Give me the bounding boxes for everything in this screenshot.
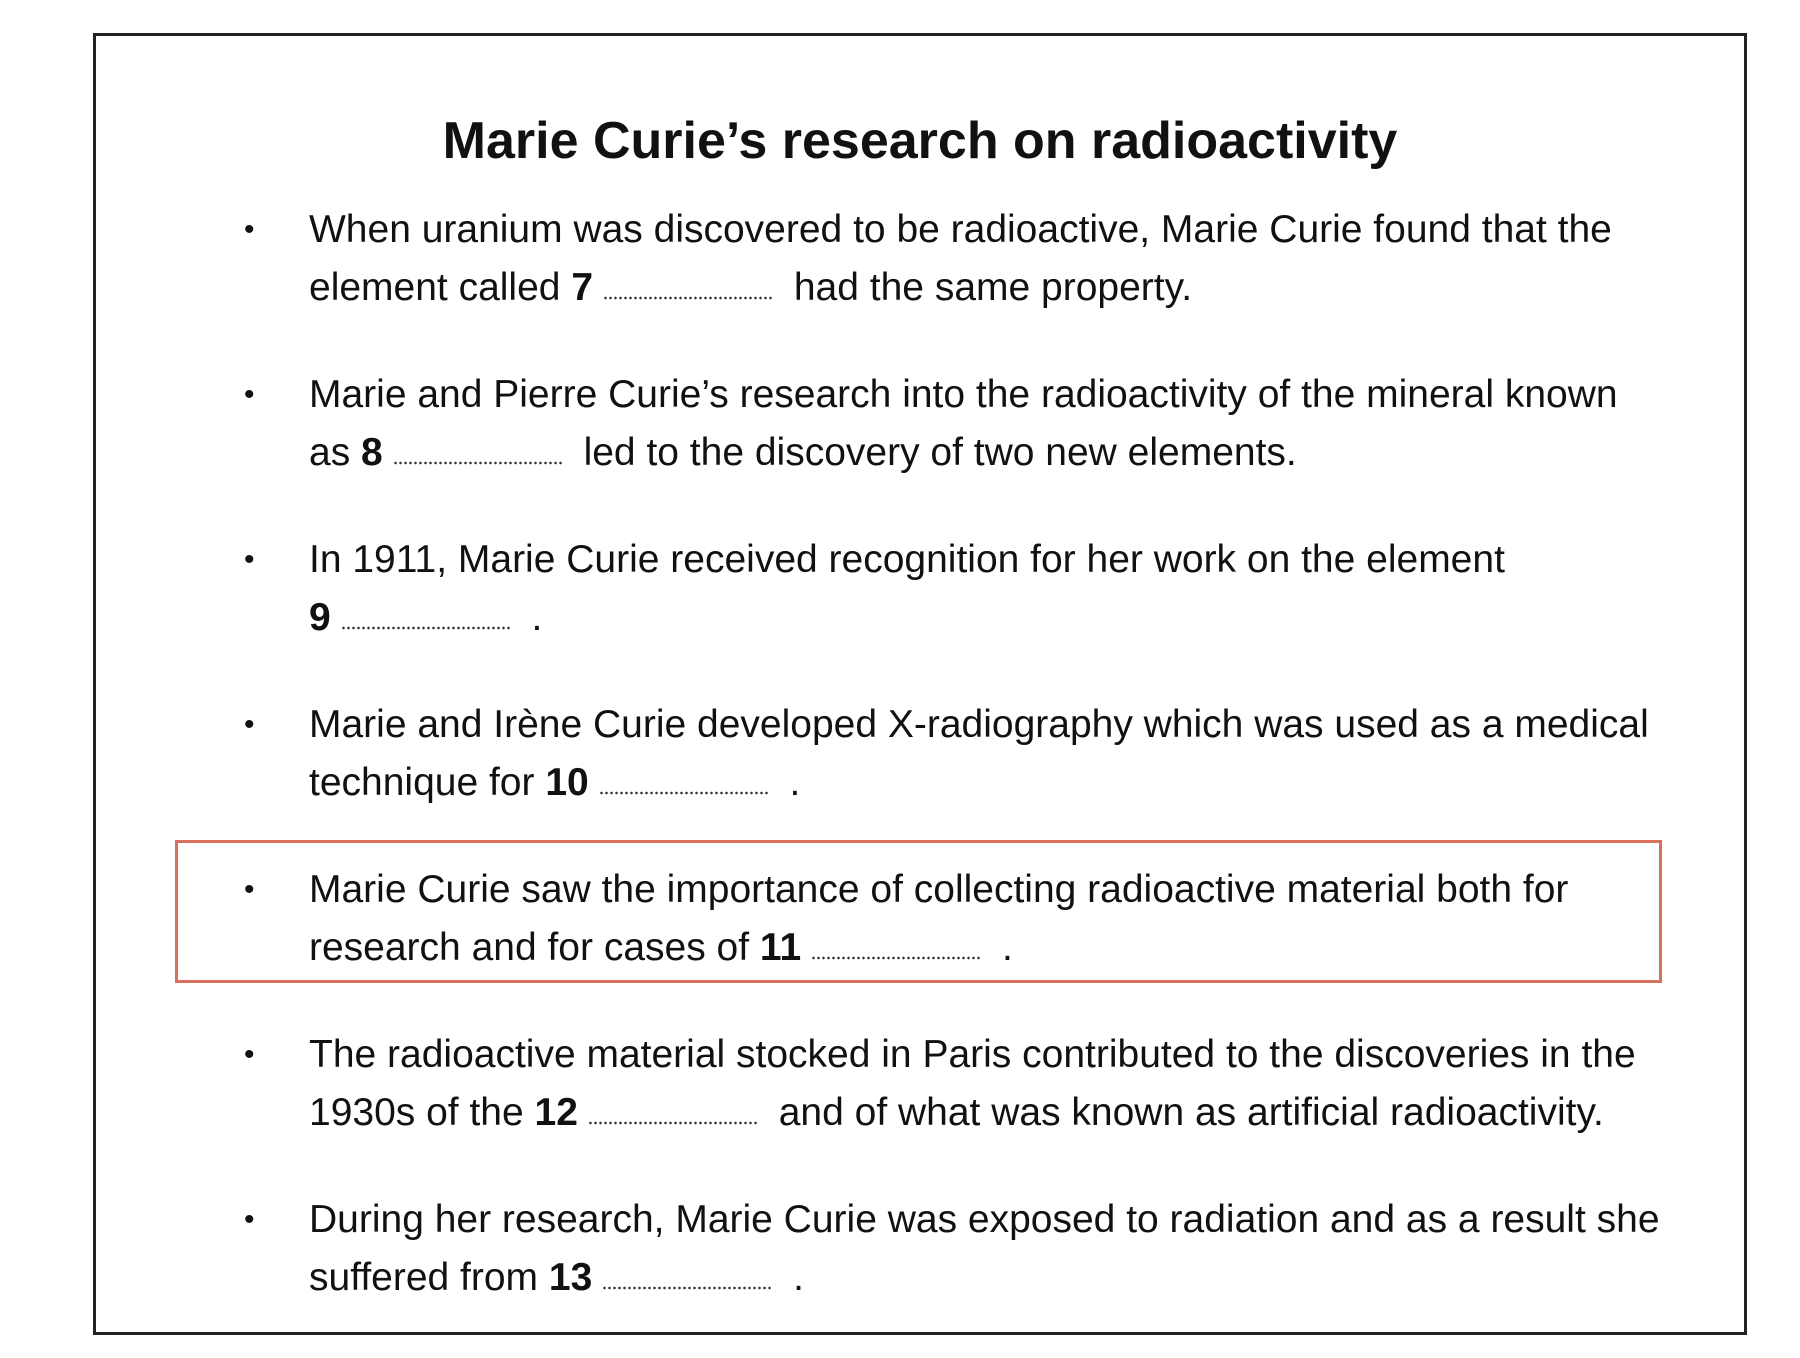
note-line: Marie and Irène Curie developed X-radiography which was used as a medical [309,703,1649,746]
note-line-start: research and for cases of [309,926,760,969]
note-line: During her research, Marie Curie was exposed to radiation and as a result she [309,1198,1660,1241]
note-line-start: 1930s of the [309,1091,535,1134]
note-text [309,531,1789,647]
note-line-end: . [782,1256,804,1299]
bullet-icon: • [244,378,255,411]
answer-blank[interactable] [811,948,981,960]
answer-blank[interactable] [341,618,511,630]
question-number: 7 [571,266,594,309]
bullet-icon: • [244,1203,255,1236]
notes-frame [93,33,1747,1335]
note-line-start: suffered from [309,1256,549,1299]
bullet-icon: • [244,543,255,576]
question-number: 10 [545,761,589,804]
question-number: 13 [548,1256,593,1299]
note-text [309,366,1789,482]
question-number: 12 [534,1091,578,1134]
note-line: Marie Curie saw the importance of collecting radioactive material both for [309,868,1569,911]
note-line-start: as [309,431,362,474]
question-number: 11 [759,926,802,969]
note-line: When uranium was discovered to be radioactive, Marie Curie found that the [309,208,1612,251]
bullet-icon: • [244,873,255,906]
note-text [309,1191,1789,1307]
note-line-start: element called [309,266,572,309]
page-title: Marie Curie’s research on radioactivity [442,112,1398,170]
answer-blank[interactable] [588,1113,758,1125]
note-line-end: and of what was known as artificial radioactivity. [767,1091,1604,1134]
note-line-end: had the same property. [783,266,1193,309]
note-line-end: . [778,761,801,804]
note-line-end: led to the discovery of two new elements. [572,431,1297,474]
answer-blank[interactable] [602,1278,772,1290]
note-line: In 1911, Marie Curie received recognition for her work on the element [309,538,1505,581]
answer-blank[interactable] [599,783,769,795]
answer-blank[interactable] [603,288,773,300]
note-text [309,861,1789,977]
note-text [309,1026,1789,1142]
question-number: 8 [361,431,383,474]
question-number: 9 [309,596,331,639]
note-line-start: technique for [309,761,546,804]
answer-blank[interactable] [393,453,563,465]
note-line: Marie and Pierre Curie’s research into the radioactivity of the mineral known [309,373,1618,416]
note-line: The radioactive material stocked in Paris contributed to the discoveries in the [309,1033,1636,1076]
bullet-icon: • [244,213,255,246]
note-line-end: . [991,926,1013,969]
note-text [309,201,1789,317]
note-line-end: . [520,596,543,639]
note-text [309,696,1789,812]
bullet-icon: • [244,1038,255,1071]
bullet-icon: • [244,708,255,741]
